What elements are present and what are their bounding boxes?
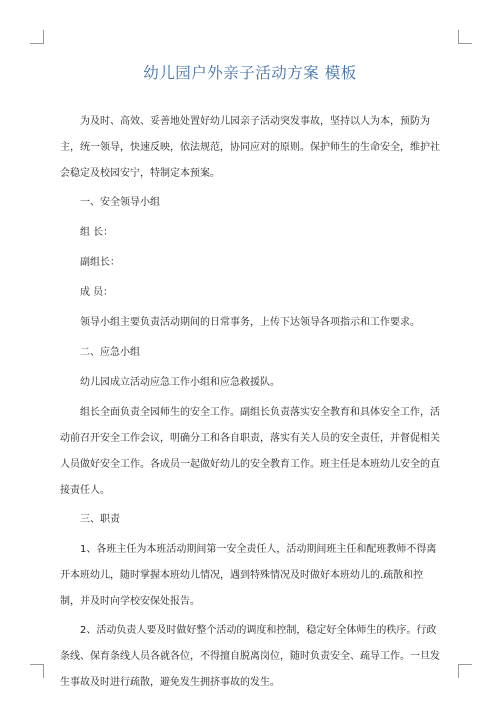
paragraph-members: 成 员： [80, 287, 114, 298]
section-heading-3: 三、职责 [80, 514, 120, 525]
paragraph-emergency-team: 幼儿园成立活动应急工作小组和应急救援队。 [80, 377, 280, 388]
paragraph-team-duties: 组长全面负责全园师生的安全工作。副组长负责落实安全教育和具体安全工作，活动前召开安全工作会议，明确分工和各自职责，落实有关人员的安全责任，并督促相关人员做好安全工作。各成员一起做好幼儿的安全教育工作。班主任是本班幼儿安全的直接责任人。 [60, 407, 440, 496]
paragraph-leadership-duty: 领导小组主要负责活动期间的日常事务，上传下达领导各项指示和工作要求。 [80, 317, 420, 328]
paragraph-leader: 组 长： [80, 227, 114, 238]
document-body [60, 58, 440, 699]
paragraph-deputy-leader: 副组长： [80, 257, 120, 268]
corner-mark-bottom-right [458, 664, 472, 678]
section-heading-2: 二、应急小组 [80, 347, 140, 358]
corner-mark-bottom-left [30, 664, 44, 678]
section-heading-1: 一、安全领导小组 [80, 197, 160, 208]
paragraph-duty-1: 1、各班主任为本班活动期间第一安全责任人，活动期间班主任和配班教师不得离开本班幼儿，随时掌握本班幼儿情况，遇到特殊情况及时做好本班幼儿的.疏散和控制，并及时向学校安保处报告。 [60, 544, 437, 607]
corner-mark-top-left [30, 30, 44, 44]
corner-mark-top-right [458, 30, 472, 44]
document-title: 幼儿园户外亲子活动方案 模板 [143, 64, 357, 82]
paragraph-duty-2: 2、活动负责人要及时做好整个活动的调度和控制，稳定好全体师生的秩序。行政条线、保育条线人员各就各位，不得擅自脱离岗位，随时负责安全、疏导工作。一旦发生事故及时进行疏散，避免发生拥挤事故的发生。 [60, 625, 440, 688]
paragraph-intro: 为及时、高效、妥善地处置好幼儿园亲子活动突发事故，坚持以人为本，预防为主，统一领导，快速反映，依法规范，协同应对的原则。保护师生的生命安全，维护社会稳定及校园安宁，特制定本预案。 [60, 116, 440, 179]
